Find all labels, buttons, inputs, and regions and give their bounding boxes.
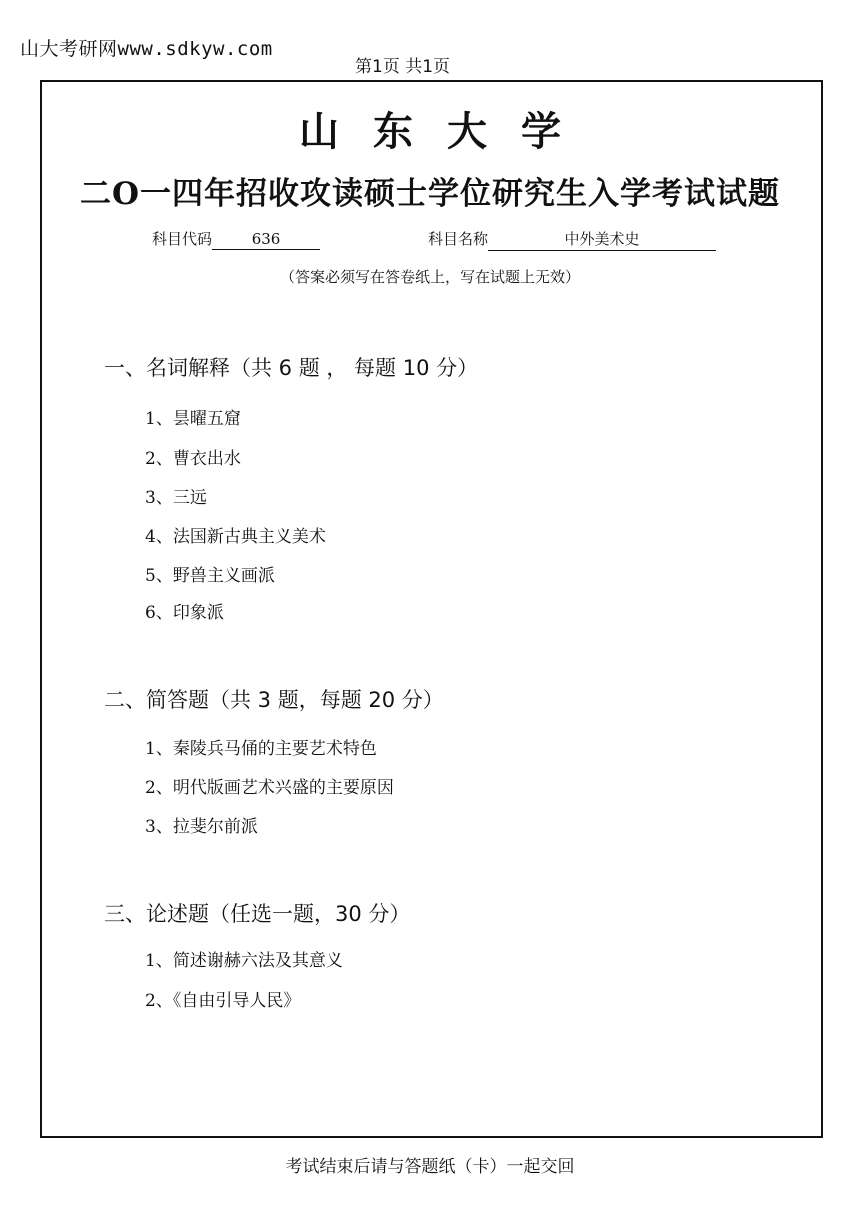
section-heading-1: 一、名词解释（共 6 题 ， 每题 10 分）: [104, 356, 479, 380]
subject-code-label: 科目代码: [152, 230, 213, 248]
exam-title: 二O一四年招收攻读硕士学位研究生入学考试试题: [79, 176, 780, 212]
question-item: 1、秦陵兵马俑的主要艺术特色: [145, 739, 377, 759]
question-item: 1、昙曜五窟: [145, 409, 241, 429]
subject-name-value: 中外美术史: [488, 228, 716, 251]
watermark-text: 山大考研网www.sdkyw.com: [20, 38, 273, 60]
answer-notice: （答案必须写在答卷纸上，写在试题上无效）: [279, 268, 580, 286]
question-item: 3、三远: [145, 488, 207, 508]
section-heading-2: 二、简答题（共 3 题，每题 20 分）: [104, 688, 444, 712]
university-name: 山东大学: [299, 108, 595, 155]
page-indicator: 第1页 共1页: [355, 57, 451, 77]
question-item: 1、简述谢赫六法及其意义: [145, 951, 343, 971]
subject-name-label: 科目名称: [428, 230, 489, 248]
question-item: 5、野兽主义画派: [145, 566, 275, 586]
question-item: 2、《自由引导人民》: [145, 991, 301, 1011]
question-item: 2、明代版画艺术兴盛的主要原因: [145, 778, 394, 798]
section-heading-3: 三、论述题（任选一题，30 分）: [104, 902, 411, 926]
footer-instruction: 考试结束后请与答题纸（卡）一起交回: [285, 1157, 575, 1177]
subject-code-value: 636: [212, 230, 320, 250]
subject-name-field: [428, 228, 716, 251]
question-item: 2、曹衣出水: [145, 449, 241, 469]
question-item: 6、印象派: [145, 603, 224, 623]
question-item: 4、法国新古典主义美术: [145, 527, 326, 547]
question-item: 3、拉斐尔前派: [145, 817, 258, 837]
subject-code-field: [152, 228, 320, 250]
